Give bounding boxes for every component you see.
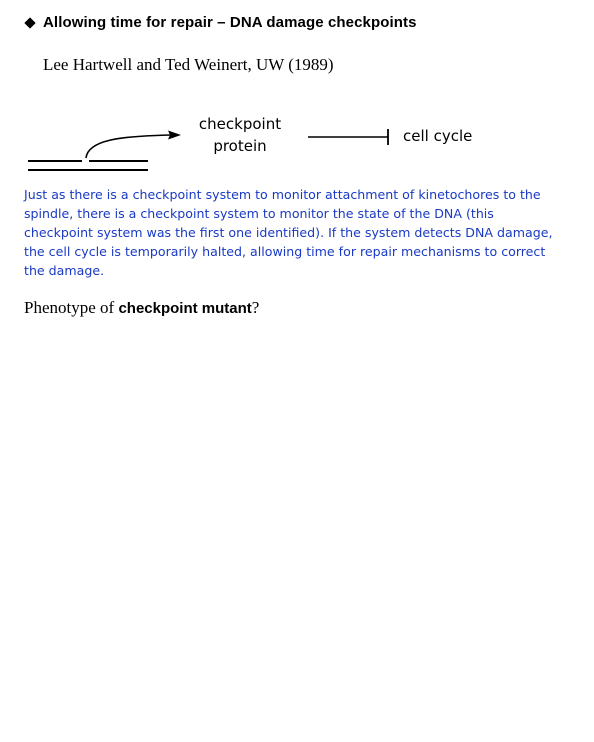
activation-arrow — [86, 135, 172, 158]
explanation-note: Just as there is a checkpoint system to monitor attachment of kinetochores to the spindle, there is a checkpoint system to monitor the state of the DNA (this checkpoint system was the first one identified). If the system detects DNA damage, the cell cycle is temporarily halted, allowing time for repair mechanisms to correct the damage. — [24, 187, 553, 278]
question-line — [24, 298, 259, 318]
cell-cycle-label: cell cycle — [403, 127, 473, 145]
diamond-bullet-icon — [24, 17, 35, 28]
checkpoint-protein-label-line2: protein — [213, 137, 267, 155]
checkpoint-pathway-diagram — [0, 100, 594, 180]
question-prefix: Phenotype of — [24, 298, 119, 317]
question-bold-term: checkpoint mutant — [118, 300, 252, 317]
slide-title-row — [24, 14, 417, 31]
question-suffix: ? — [251, 298, 260, 317]
authors-citation: Lee Hartwell and Ted Weinert, UW (1989) — [43, 55, 334, 74]
slide-title: Allowing time for repair – DNA damage checkpoints — [43, 14, 417, 31]
checkpoint-protein-label-line1: checkpoint — [198, 115, 282, 133]
